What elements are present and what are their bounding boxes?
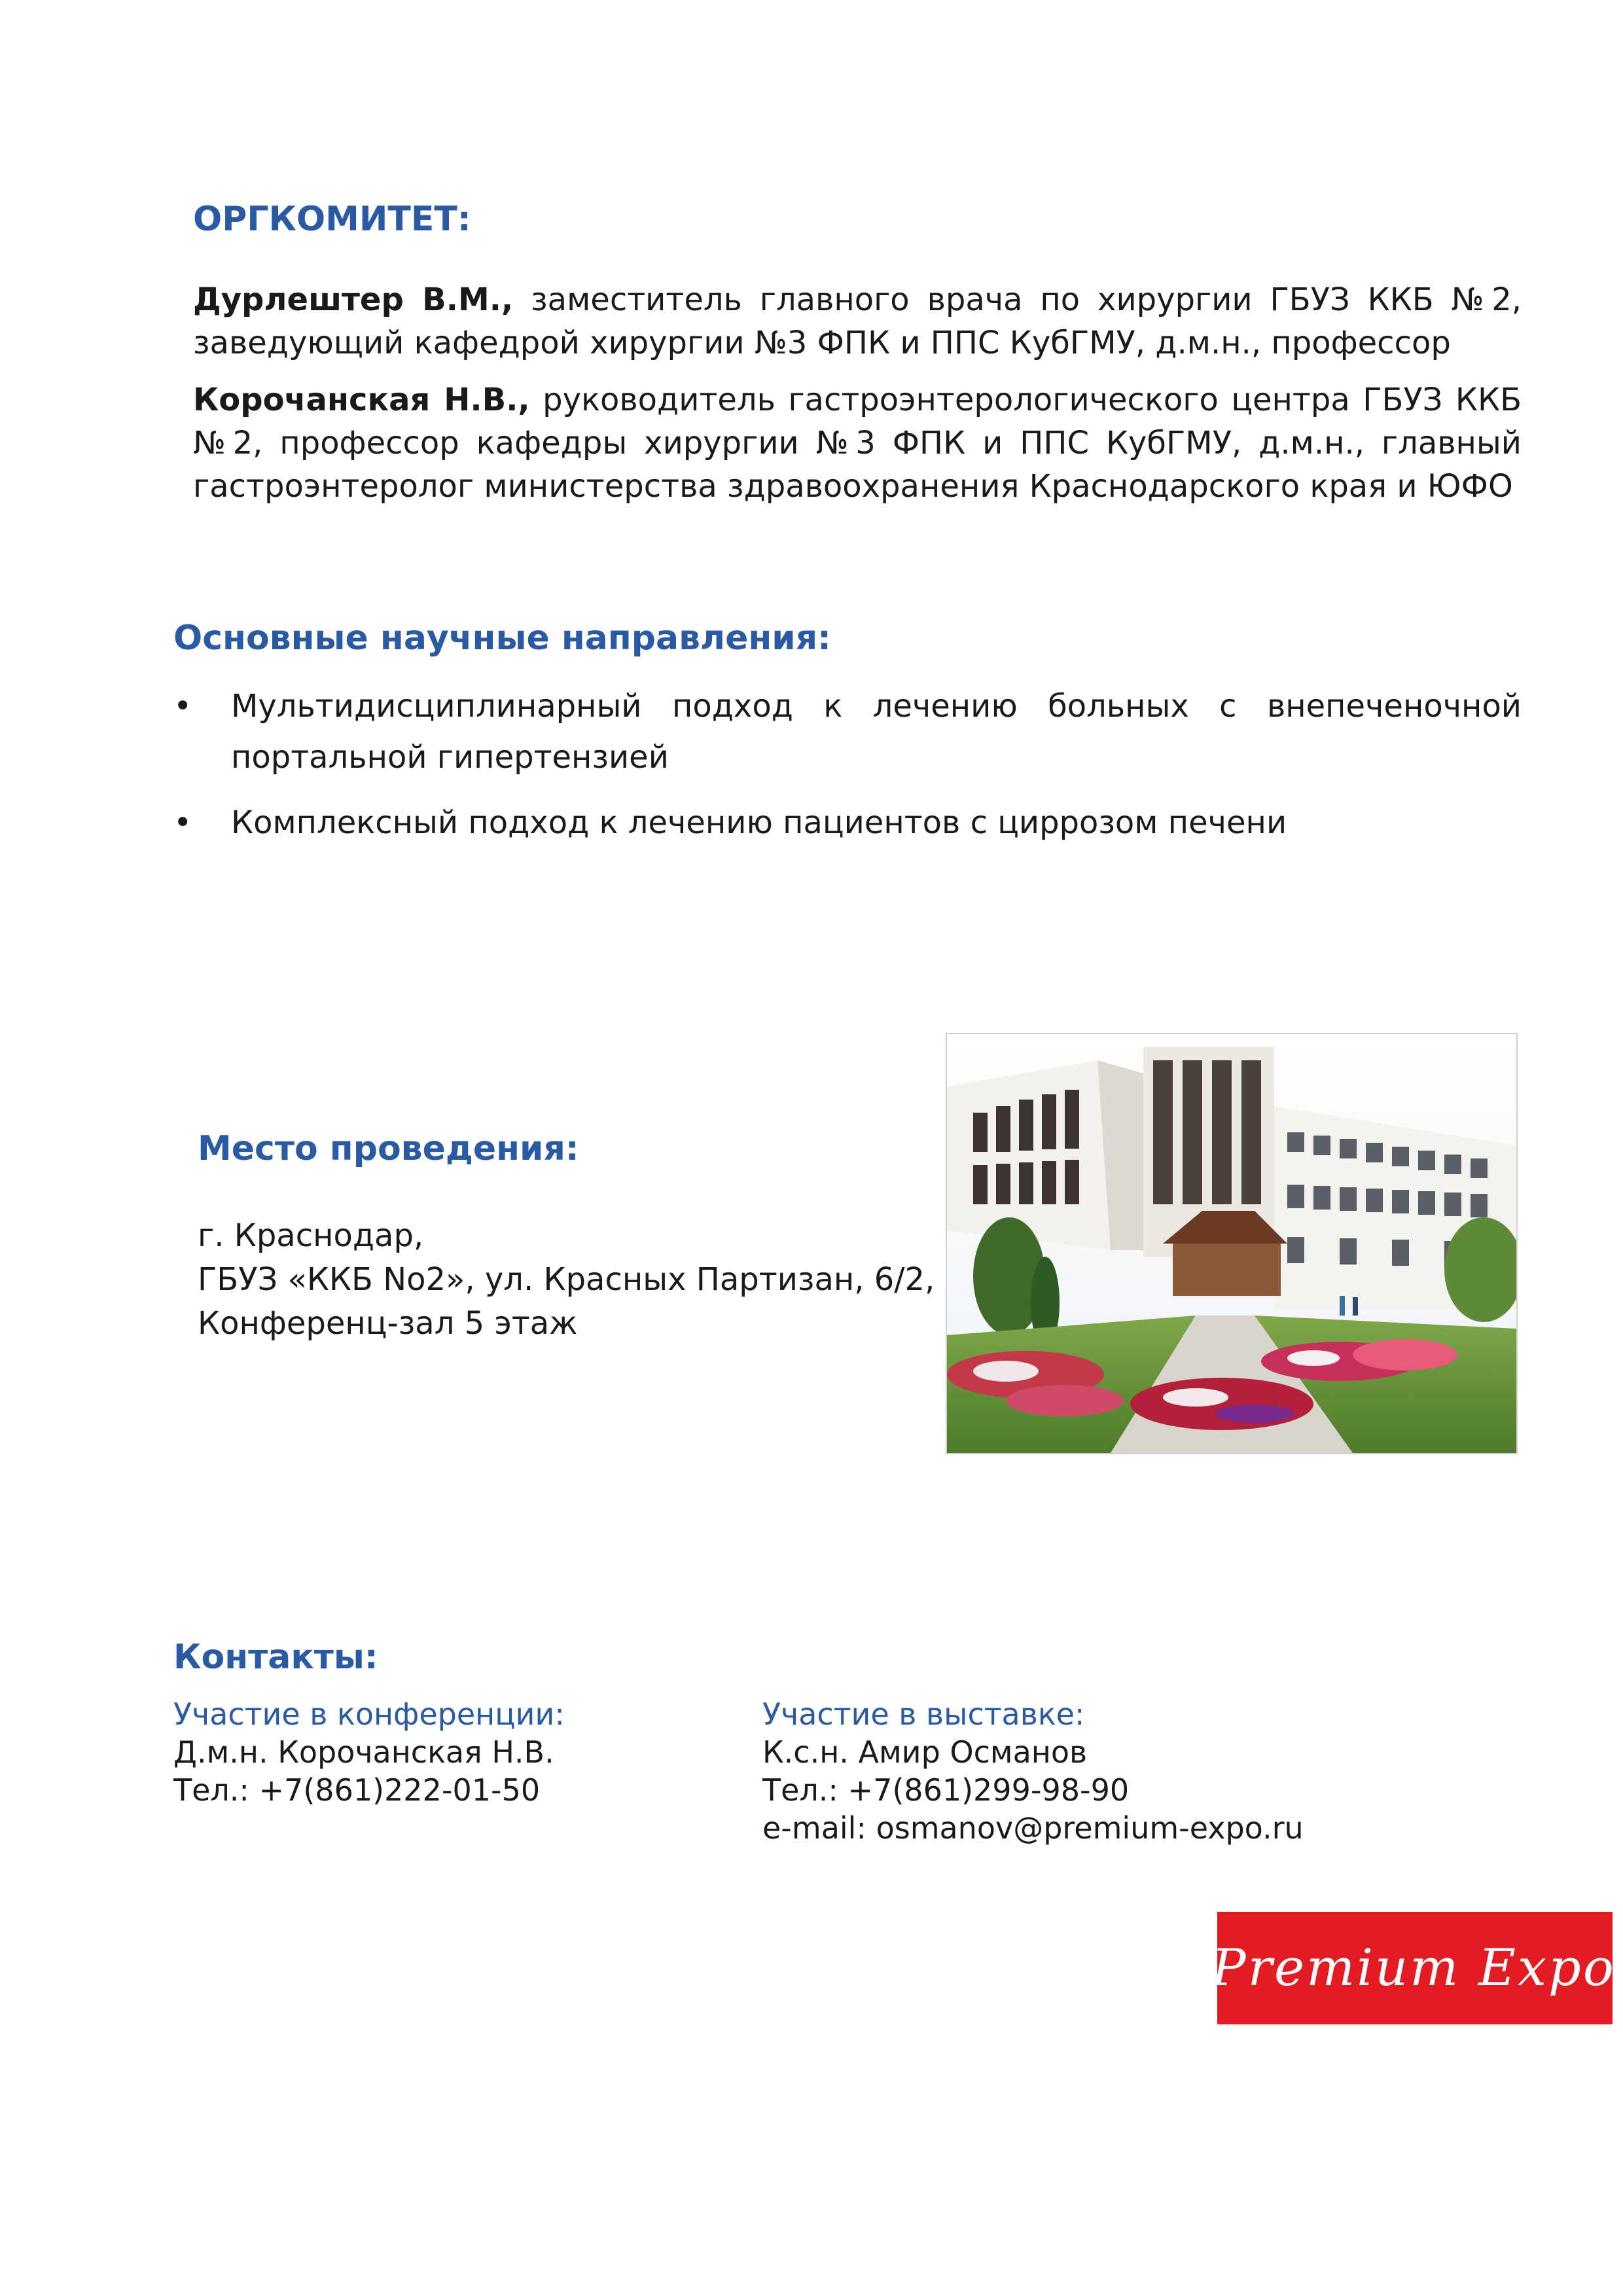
svg-text:Premium Expo: Premium Expo [1217, 1939, 1613, 1998]
hospital-building-photo [946, 1033, 1518, 1454]
conference-contact-person: Д.м.н. Корочанская Н.В. [173, 1734, 554, 1770]
exhibition-contact-person: К.с.н. Амир Османов [762, 1734, 1088, 1770]
member-description: руководитель гастроэнтерологического центра ГБУЗ ККБ №2, профессор кафедры хирургии №3 ФПК и ППС КубГМУ, д.м.н., главный гастроэнтеролог министерства здравоохранения Краснодарского края и ЮФО [193, 382, 1522, 505]
member-name: Дурлештер В.М., [193, 281, 514, 318]
conference-contact [173, 1695, 565, 1809]
venue-heading: Место проведения: [198, 1129, 579, 1168]
exhibition-contact [762, 1695, 1304, 1847]
exhibition-contact-email: e-mail: osmanov@premium-expo.ru [762, 1810, 1304, 1846]
venue-room: Конференц-зал 5 этаж [198, 1305, 578, 1342]
conference-contact-label: Участие в конференции: [173, 1696, 565, 1732]
list-item [173, 681, 1522, 783]
committee-member-korochanskaya [193, 378, 1522, 508]
scientific-directions-list [173, 681, 1522, 851]
exhibition-contact-label: Участие в выставке: [762, 1696, 1085, 1732]
member-name: Корочанская Н.В., [193, 382, 530, 418]
list-item-text: Мультидисциплинарный подход к лечению больных с внепеченочной портальной гипертензией [231, 688, 1522, 776]
exhibition-contact-phone: Тел.: +7(861)299-98-90 [762, 1772, 1130, 1808]
premium-expo-logo [1217, 1912, 1613, 2024]
contacts-heading: Контакты: [173, 1638, 378, 1677]
scientific-directions-heading: Основные научные направления: [173, 619, 831, 658]
organizing-committee-heading: ОРГКОМИТЕТ: [193, 200, 471, 239]
bullet-icon: • [173, 688, 192, 725]
committee-member-durleshter [193, 278, 1522, 365]
member-description: заместитель главного врача по хирургии ГБУЗ ККБ №2, заведующий кафедрой хирургии №3 ФПК и ППС КубГМУ, д.м.н., профессор [193, 281, 1522, 361]
bullet-icon: • [173, 804, 192, 841]
venue-city: г. Краснодар, [198, 1217, 424, 1254]
list-item [173, 797, 1522, 848]
venue-address: ГБУЗ «ККБ No2», ул. Красных Партизан, 6/2, [198, 1261, 935, 1298]
list-item-text: Комплексный подход к лечению пациентов с циррозом печени [231, 804, 1287, 841]
conference-contact-phone: Тел.: +7(861)222-01-50 [173, 1772, 541, 1808]
